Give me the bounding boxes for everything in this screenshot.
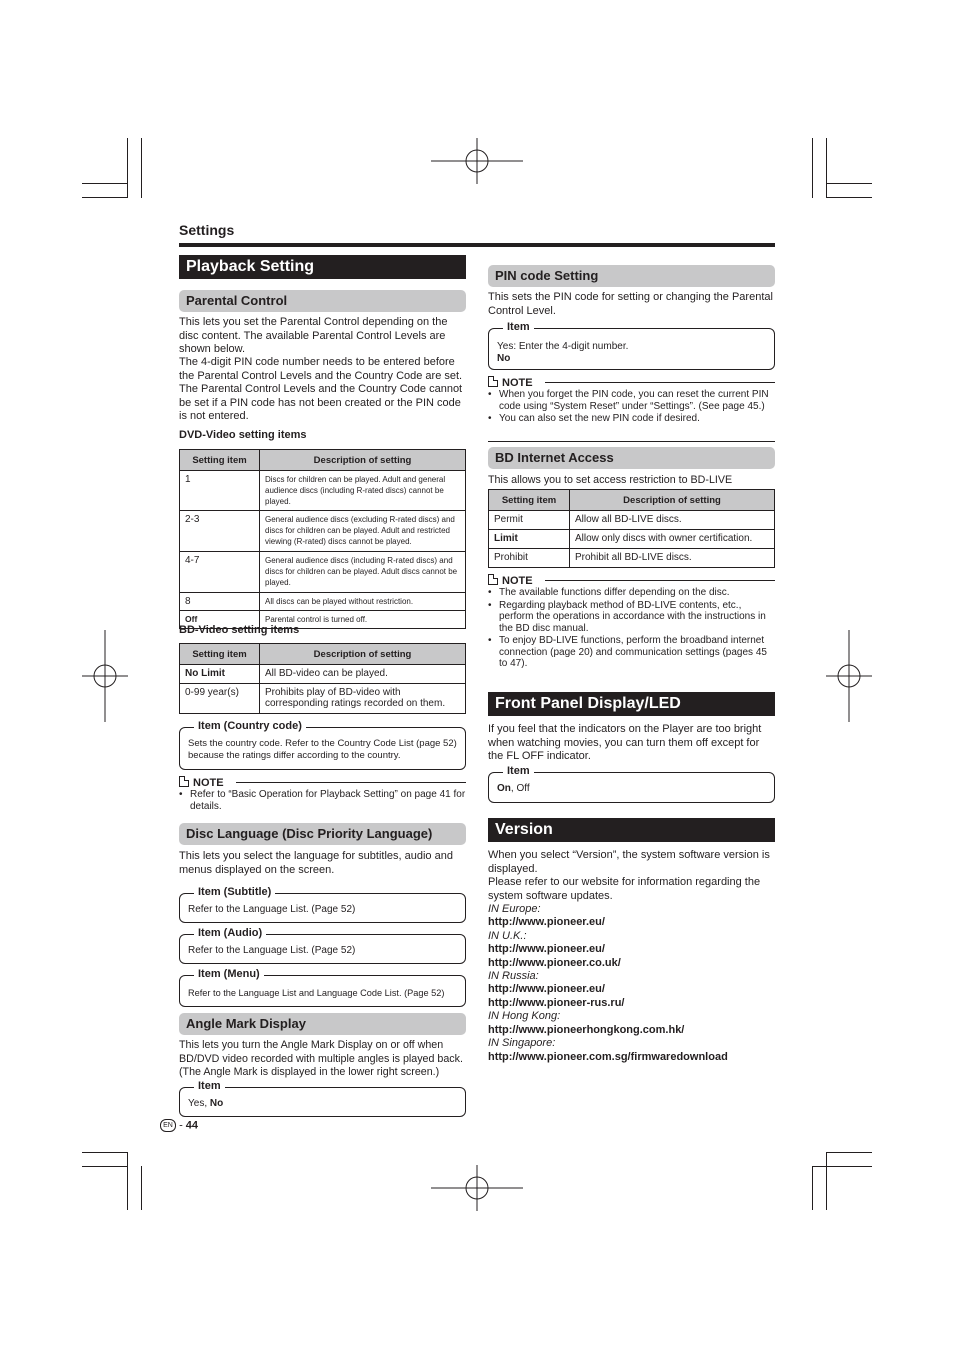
link-pioneer-hongkong[interactable]: http://www.pioneerhongkong.com.hk/ (488, 1024, 685, 1036)
menu-box: Item (Menu) Refer to the Language List and Language Code List. (Page 52) (179, 975, 466, 1007)
region-hongkong-label: IN Hong Kong: (488, 1010, 561, 1022)
parental-pin-note: The 4-digit PIN code number needs to be entered before the Parental Control Levels and the Country Code are set. The Parental Control Levels and the Country Code cannot be set if a PIN code has not been created or the PIN code is not entered. (179, 356, 463, 422)
table-row: 0-99 year(s) Prohibits play of BD-video with corresponding ratings recorded on them. (180, 684, 466, 714)
table-row: No Limit All BD-video can be played. (180, 665, 466, 684)
bd-internet-table (488, 489, 775, 568)
parental-control-title: Parental Control (179, 290, 466, 312)
table-header: Setting item (489, 490, 570, 511)
angle-mark-title: Angle Mark Display (179, 1013, 466, 1035)
table-row: 1 Discs for children can be played. Adult and general audience discs (including R-rated discs) cannot be played. (180, 471, 466, 511)
pin-code-title: PIN code Setting (488, 265, 775, 287)
table-row: Prohibit Prohibit all BD-LIVE discs. (489, 549, 775, 568)
parental-notes (179, 789, 466, 813)
region-singapore-label: IN Singapore: (488, 1037, 556, 1049)
registration-mark-top (431, 138, 523, 184)
front-panel-title: Front Panel Display/LED (488, 692, 775, 716)
table-header: Description of setting (260, 450, 466, 471)
note-heading: NOTE (488, 375, 533, 389)
table-header: Setting item (180, 450, 260, 471)
parental-control-intro: This lets you set the Parental Control depending on the disc content. The available Parental Control Levels are shown below. (179, 316, 448, 355)
country-code-label: Item (Country code) (194, 719, 306, 733)
table-row: 2-3 General audience discs (excluding R-rated discs) and discs for children can be played. Adult and restricted viewing (R-rated) discs cannot be played. (180, 511, 466, 552)
list-item: • The available functions differ depending on the disc. (488, 587, 775, 599)
dvd-video-heading: DVD-Video setting items (179, 429, 307, 441)
table-header: Setting item (180, 644, 260, 665)
note-heading: NOTE (488, 573, 533, 587)
table-header: Description of setting (570, 490, 775, 511)
table-row: Permit Allow all BD-LIVE discs. (489, 511, 775, 530)
list-item: • To enjoy BD-LIVE functions, perform the broadband internet connection (page 20) and communication settings (pages 45 to 47). (488, 635, 775, 670)
angle-mark-box: Item Yes, No (179, 1087, 466, 1117)
angle-mark-intro: This lets you turn the Angle Mark Display on or off when BD/DVD video recorded with multiple angles is played back. (The Angle Mark is displayed in the lower right screen.) (179, 1039, 463, 1078)
lang-badge: EN (160, 1119, 176, 1132)
bd-video-table (179, 643, 466, 714)
bd-internet-notes (488, 587, 775, 671)
list-item: • When you forget the PIN code, you can reset the current PIN code using “System Reset” under “Settings”. (See page 45.) (488, 389, 775, 412)
link-pioneer-co-uk[interactable]: http://www.pioneer.co.uk/ (488, 957, 621, 969)
note-heading: NOTE (179, 775, 224, 789)
front-panel-box: Item On, Off (488, 772, 775, 803)
region-russia-label: IN Russia: (488, 970, 539, 982)
dvd-video-table (179, 449, 466, 629)
bd-internet-intro: This allows you to set access restriction to BD-LIVE (488, 474, 733, 486)
header-rule (179, 243, 775, 247)
page-number: EN - 44 (160, 1119, 198, 1132)
disc-language-intro: This lets you select the language for subtitles, audio and menus displayed on the screen. (179, 850, 453, 876)
pin-code-box: Item Yes: Enter the 4-digit number. No (488, 328, 775, 370)
subtitle-box: Item (Subtitle) Refer to the Language List. (Page 52) (179, 893, 466, 923)
country-code-text: Sets the country code. Refer to the Country Code List (page 52) because the ratings differ according to the country. (188, 738, 457, 761)
list-item: • Regarding playback method of BD-LIVE contents, etc., perform the operations in accordance with the instructions in the BD disc manual. (488, 600, 775, 635)
version-intro-1: When you select “Version”, the system software version is displayed. (488, 849, 770, 875)
list-item: • You can also set the new PIN code if desired. (488, 413, 775, 425)
table-row: 4-7 General audience discs (including R-rated discs) and discs for children can be played. Adult discs cannot be played. (180, 552, 466, 593)
audio-box: Item (Audio) Refer to the Language List. (Page 52) (179, 934, 466, 964)
link-pioneer-singapore[interactable]: http://www.pioneer.com.sg/firmwaredownload (488, 1051, 728, 1063)
note-rule (236, 782, 466, 783)
table-row: 8 All discs can be played without restriction. (180, 593, 466, 611)
pin-code-intro: This sets the PIN code for setting or changing the Parental Control Level. (488, 291, 773, 317)
section-header: Settings (179, 222, 235, 238)
note-rule (545, 580, 775, 581)
link-pioneer-eu[interactable]: http://www.pioneer.eu/ (488, 983, 605, 995)
link-pioneer-rus[interactable]: http://www.pioneer-rus.ru/ (488, 997, 625, 1009)
registration-mark-left (82, 630, 128, 722)
region-uk-label: IN U.K.: (488, 930, 527, 942)
version-title: Version (488, 818, 775, 842)
table-row: Limit Allow only discs with owner certification. (489, 530, 775, 549)
region-europe-label: IN Europe: (488, 903, 541, 915)
list-item: • Refer to “Basic Operation for Playback Setting” on page 41 for details. (179, 789, 466, 812)
front-panel-intro: If you feel that the indicators on the Player are too bright when watching movies, you can turn them off except for the FL OFF indicator. (488, 723, 762, 762)
note-icon (488, 574, 498, 585)
disc-language-title: Disc Language (Disc Priority Language) (179, 823, 466, 845)
playback-setting-title: Playback Setting (179, 255, 466, 279)
bd-internet-title: BD Internet Access (488, 447, 775, 469)
link-pioneer-eu[interactable]: http://www.pioneer.eu/ (488, 943, 605, 955)
version-intro-2: Please refer to our website for information regarding the system software updates. (488, 876, 761, 902)
pin-notes (488, 389, 775, 426)
note-rule (545, 382, 775, 383)
note-end-rule (488, 441, 775, 442)
country-code-box (179, 720, 466, 770)
note-icon (488, 376, 498, 387)
note-icon (179, 776, 189, 787)
table-header: Description of setting (260, 644, 466, 665)
link-pioneer-eu[interactable]: http://www.pioneer.eu/ (488, 916, 605, 928)
table-row: Off Parental control is turned off. (180, 611, 466, 629)
registration-mark-right (826, 630, 872, 722)
bd-video-heading: BD-Video setting items (179, 624, 300, 636)
registration-mark-bottom (431, 1165, 523, 1211)
